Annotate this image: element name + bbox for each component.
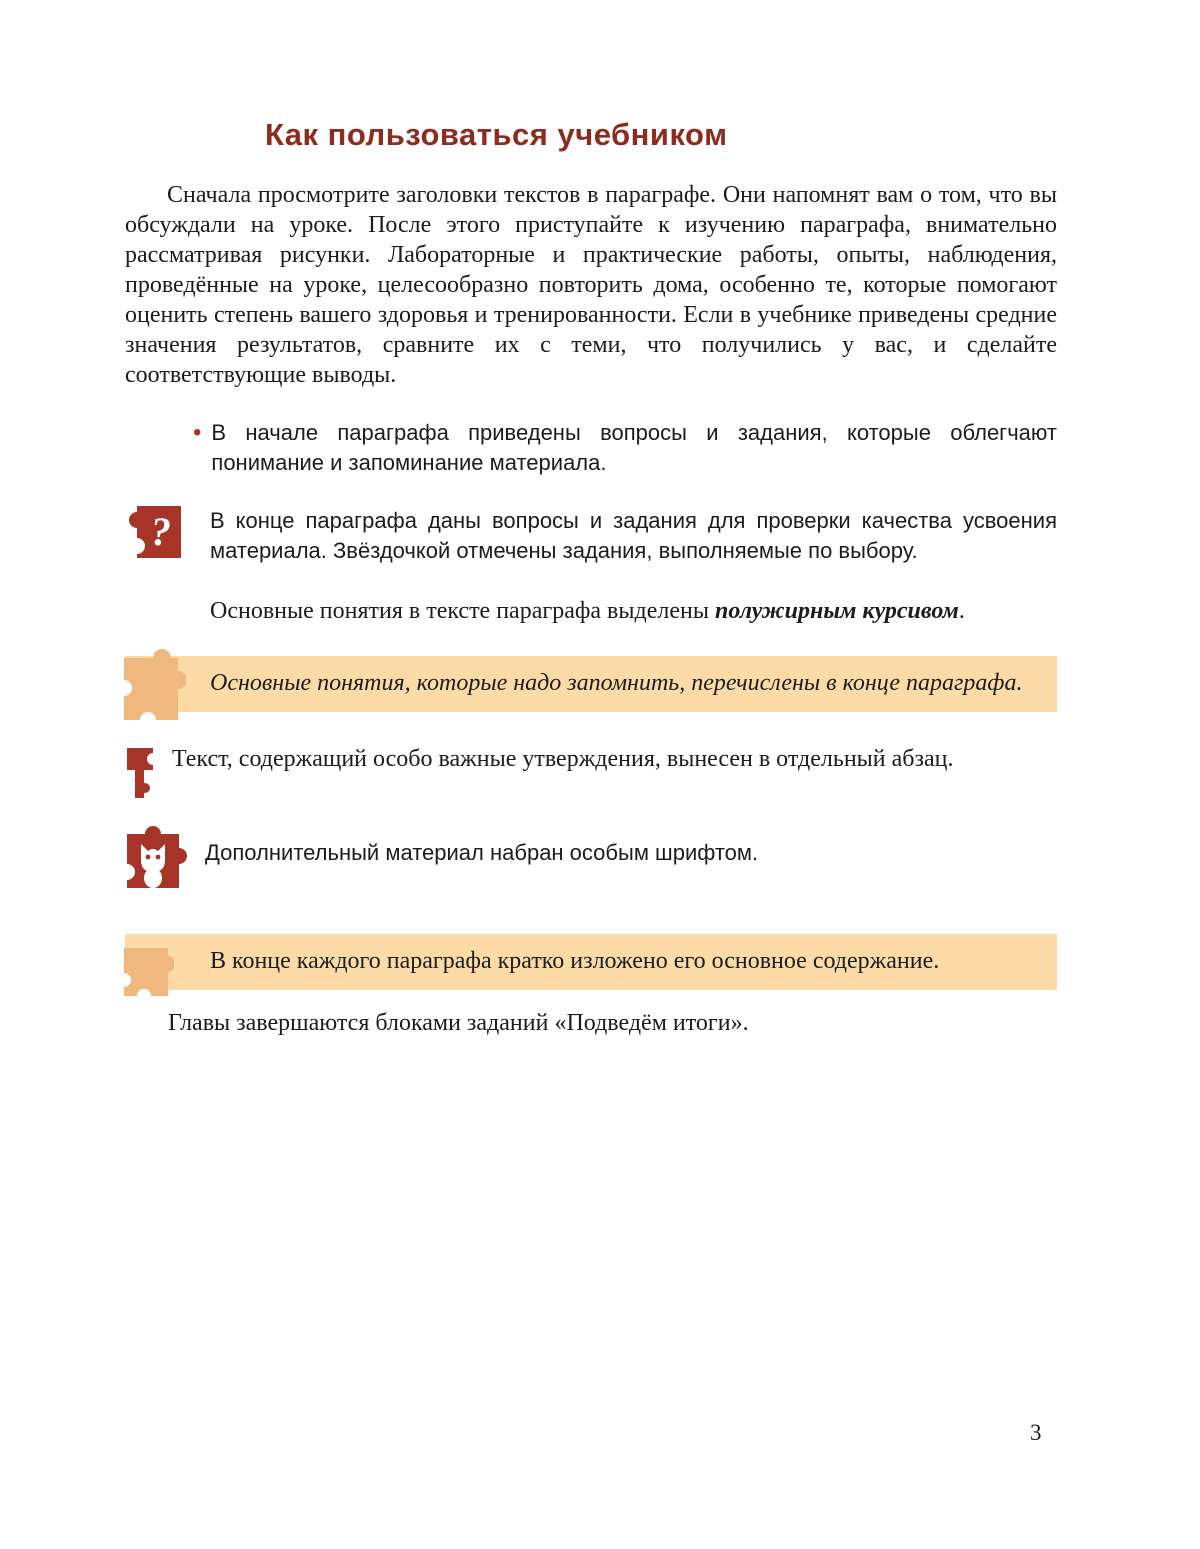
owl-puzzle-icon [119, 824, 187, 901]
bullet-note-text: В начале параграфа приведены вопросы и задания, которые облегчают понимание и запоминание материала. [211, 420, 1057, 475]
key-concepts-box [125, 656, 1057, 712]
page-title: Как пользоваться учебником [265, 117, 728, 152]
key-concepts-text: Основные понятия, которые надо запомнить, перечислены в конце параграфа. [210, 670, 1023, 696]
page-number: 3 [1030, 1420, 1042, 1445]
puzzle-piece-icon [122, 646, 186, 735]
important-note [125, 744, 1057, 800]
bullet-marker: • [193, 419, 202, 446]
extra-material-note [125, 830, 1057, 904]
important-note-text: Текст, содержащий особо важные утверждения, вынесен в отдельный абзац. [172, 746, 954, 772]
questions-note [125, 506, 1057, 566]
concepts-period: . [958, 598, 965, 624]
concepts-note [125, 596, 1057, 626]
summary-box [125, 934, 1057, 990]
bullet-note [125, 418, 1057, 478]
questions-note-text: В конце параграфа даны вопросы и задания для проверки качества усвоения материала. Звёздочкой отмечены задания, выполняемые по выбору. [210, 508, 1057, 563]
svg-text:?: ? [151, 509, 171, 554]
question-puzzle-icon [125, 504, 183, 567]
pilcrow-puzzle-icon [125, 746, 155, 805]
page-content [125, 116, 1057, 1038]
concepts-emphasis: полужирным курсивом [714, 598, 959, 624]
closing-paragraph: Главы завершаются блоками заданий «Подведём итоги». [168, 1010, 749, 1036]
intro-paragraph: Сначала просмотрите заголовки текстов в параграфе. Они напомнят вам о том, что вы обсуждали на уроке. После этого приступайте к изучению параграфа, внимательно рассматривая рисунки. Лабораторные и практические работы, опыты, наблюдения, проведённые на уроке, целесообразно повторить дома, особенно те, которые помогают оценить степень вашего здоровья и тренированности. Если в учебнике приведены средние значения результатов, сравните их с теми, что получились у вас, и сделайте соответствующие выводы. [125, 182, 1057, 388]
puzzle-piece-icon [122, 942, 174, 1009]
concepts-note-text: Основные понятия в тексте параграфа выделены [210, 598, 715, 624]
summary-box-text: В конце каждого параграфа кратко изложено его основное содержание. [210, 948, 940, 974]
extra-material-text: Дополнительный материал набран особым шрифтом. [205, 840, 759, 865]
